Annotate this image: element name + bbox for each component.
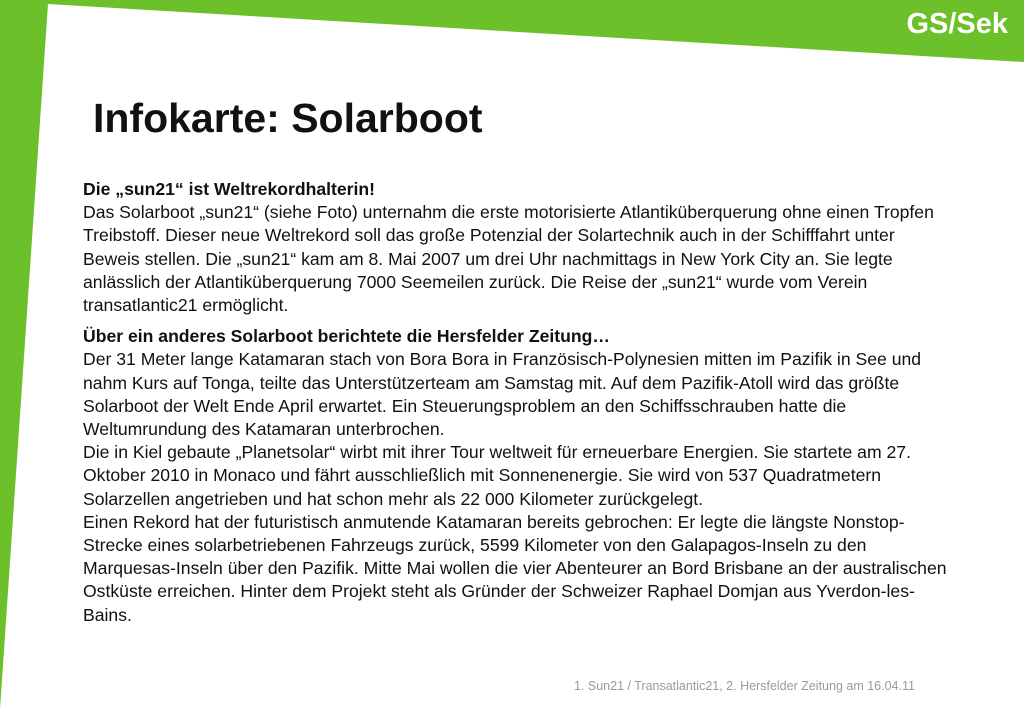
section-2-paragraph-2: Die in Kiel gebaute „Planetsolar“ wirbt mit ihrer Tour weltweit für erneuerbare Energien. Sie startete am 27. Oktober 2010 in Monaco und fährt ausschließlich mit Sonnenenergie. Sie wird von 537 Quadratmetern Solarzellen angetrieben und hat schon mehr als 22 000 Kilometer zurückgelegt.: [83, 442, 911, 509]
source-footer: 1. Sun21 / Transatlantic21, 2. Hersfelder Zeitung am 16.04.11: [574, 679, 915, 693]
section-2-paragraph-3: Einen Rekord hat der futuristisch anmutende Katamaran bereits gebrochen: Er legte die längste Nonstop-Strecke eines solarbetriebenen Fahrzeugs zurück, 5599 Kilometer von den Galapagos-Inseln zu den Marquesas-Inseln über den Pazifik. Mitte Mai wollen die vier Abenteurer an Bord Brisbane an der australischen Ostküste erreichen. Hinter dem Projekt steht als Gründer der Schweizer Raphael Domjan aus Yverdon-les-Bains.: [83, 511, 947, 625]
section-1-body: Das Solarboot „sun21“ (siehe Foto) unternahm die erste motorisierte Atlantiküberquerung ohne einen Tropfen Treibstoff. Dieser neue Weltrekord soll das große Potenzial der Solartechnik auch in der Schifffahrt unter Beweis stellen. Die „sun21“ kam am 8. Mai 2007 um drei Uhr nachmittags in New York City an. Sie legte anlässlich der Atlantiküberquerung 7000 Seemeilen zurück. Die Reise der „sun21“ wurde vom Verein transatlantic21 ermöglicht.: [83, 202, 934, 316]
section-1-heading: Die „sun21“ ist Weltrekordhalterin!: [83, 179, 375, 199]
section-2-heading: Über ein anderes Solarboot berichtete die Hersfelder Zeitung…: [83, 326, 610, 347]
info-text: [83, 178, 953, 627]
level-badge: GS/Sek: [906, 8, 1008, 40]
page-title: Infokarte: Solarboot: [93, 95, 483, 141]
section-2-paragraph-1: Der 31 Meter lange Katamaran stach von Bora Bora in Französisch-Polynesien mitten im Pazifik in See und nahm Kurs auf Tonga, teilte das Unterstützerteam am Samstag mit. Auf dem Pazifik-Atoll wird das größte Solarboot der Welt Ende April erwartet. Ein Steuerungsproblem an den Schiffsschrauben hatte die Weltumrundung des Katamaran unterbrochen.: [83, 349, 922, 440]
